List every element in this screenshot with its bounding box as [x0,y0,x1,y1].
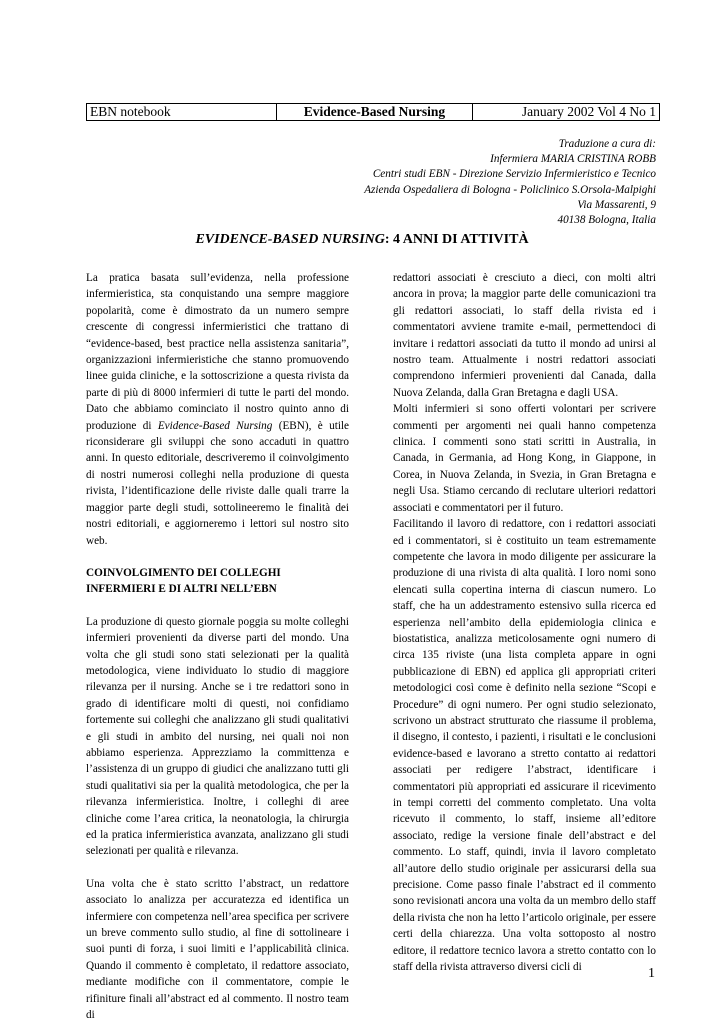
credit-line: Via Massarenti, 9 [577,198,656,211]
credit-line: Centri studi EBN - Direzione Servizio Infermieristico e Tecnico [372,168,656,181]
credit-line: 40138 Bologna, Italia [557,214,656,227]
section-heading: COINVOLGIMENTO DEI COLLEGHI INFERMIERI E DI ALTRI NELL’EBN [86,566,281,596]
article-title [0,232,724,248]
intro-journal-italic: Evidence-Based Nursing [157,419,273,432]
article-title-rest: : 4 ANNI DI ATTIVITÀ [384,232,529,247]
paragraph: Una volta che è stato scritto l’abstract, un redattore associato lo analizza per accuratezza ed identifica un infermiere con competenza nell’area specifica per scrivere un breve commento sullo studio, al fine di sottolineare i suoi punti di forza, i suoi limiti e l’applicabilità clinica. Quando il commento è completato, il redattore associato, mediante modifiche con il commentatore, compie le rifiniture finali all’abstract ed al commento. Il nostro team di [86,877,349,1022]
credit-line: Infermiera MARIA CRISTINA ROBB [490,153,656,166]
paragraph: redattori associati è cresciuto a dieci, con molti altri ancora in prova; la maggior parte delle comunicazioni tra gli redattori associati, lo staff della rivista ed i commentatori avviene tramite e-mail, permettendoci di invitare i redattori associati da tutto il mondo ad unirsi al nostro team. Attualmente i nostri redattori associati comprendono infermieri provenienti dal Canada, dalla Nuova Zelanda, dalla Gran Bretagna e dagli USA. [393,272,656,399]
paragraph: Facilitando il lavoro di redattore, con i redattori associati ed i commentatori, si è costituito un team estremamente competente che lavora in modo diligente per assicurare la produzione di una rivista di alta qualità. I loro nomi sono elencati sulla copertina interna di ciascun numero. Lo staff, che ha un addestramento estensivo sulla ricerca ed esperienza nell’ambito della epidemiologia clinica e biostatistica, analizza meticolosamente ogni numero di circa 135 riviste (una lista completa appare in ogni pubblicazione di EBN) ed applica gli appropriati criteri metodologici così come è definito nella sezione “Scopi e Procedure” di ogni numero. Per ogni studio selezionato, scrivono un abstract strutturato che riassume il problema, il disegno, il contesto, i pazienti, i risultati e le conclusioni evidence-based e lavorano a stretto contatto ai redattori associati per redigere l’abstract, identificare i commentatori più appropriati ed assicurare il ricevimento in tempi corretti del commento completato. Una volta ricevuto il commento, lo staff, insieme all’editore associato, redige la versione finale dell’abstract e del commento. Lo staff, quindi, invia il lavoro completato all’autore dello studio originale per assicurarsi della sua precisione. Come passo finale l’abstract ed il commento sono revisionati ancora una volta da un membro dello staff della rivista che non ha letto l’articolo originale, per essere certi della chiarezza. Una volta sottoposto al nostro editore, il redattore tecnico lavora a stretto contatto con lo staff della rivista attraverso diversi cicli di [393,518,656,974]
running-header [86,103,660,121]
translation-credits [364,137,656,228]
header-issue-info: January 2002 Vol 4 No 1 [521,104,656,119]
header-journal-name: Evidence-Based Nursing [277,104,473,120]
intro-paragraph [86,270,349,549]
right-column [393,270,656,975]
article-title-italic: EVIDENCE-BASED NURSING [195,232,385,247]
credit-line: Traduzione a cura di: [558,138,656,150]
intro-text-a: La pratica basata sull’evidenza, nella professione infermieristica, sta conquistando una sempre maggiore popolarità, come è dimostrato da un numero sempre crescente di congressi infermieristici che trattano di “evidence-based, best practice nella assistenza sanitaria”, organizzazioni infermieristiche che stanno promuovendo linee guida cliniche, e la sottoscrizione a questa rivista da parte di più di 8000 infermieri di tutte le parti del mondo. Dato che abbiamo cominciato il nostro quinto anno di produzione di [86,272,349,432]
paragraph: La produzione di questo giornale poggia su molte colleghi infermieri provenienti da diverse parti del mondo. Una volta che gli studi sono stati selezionati per la qualità metodologica, viene individuato lo studio di maggiore rilevanza per il nursing. Anche se i tre redattori sono in grado di identificare molti di questi, noi confidiamo fortemente sui colleghi che analizzano gli studi qualitativi e gli studi in ambito del nursing, nei quali noi non abbiamo esperienza. Apprezziamo la committenza e l’assistenza di un gruppo di giudici che analizzano tutti gli studi qualitativi sia per la qualità metodologica, che per la rilevanza infermieristica. Inoltre, i colleghi di aree cliniche come l’area critica, la neonatologia, la chirurgia ed la pratica infermieristica avanzata, analizzano gli studi selezionati per qualità e rilevanza. [86,615,349,858]
paragraph: Molti infermieri si sono offerti volontari per scrivere commenti per argomenti nei quali hanno competenza clinica. I commenti sono stati scritti in Australia, in Canada, in Germania, ad Hong Kong, in Giappone, in Corea, in Nuova Zelanda, in Svezia, in Gran Bretagna e negli Usa. Stiamo cercando di reclutare ulteriori redattori associati e commentatori per il futuro. [393,403,656,514]
intro-text-b: (EBN), è utile riconsiderare gli sviluppi che sono accaduti in quattro anni. In questo editoriale, descriveremo il coinvolgimento di nostri numerosi colleghi nella produzione di questa rivista, l’identificazione delle riviste dalle quali trarre la maggior parte degli studi, sottolineeremo le finalità dei nostri editoriali, e aggiorneremo i lettori sul nostro sito web. [86,419,349,547]
left-column [86,270,349,1023]
credit-line: Azienda Ospedaliera di Bologna - Policlinico S.Orsola-Malpighi [364,183,656,196]
page-number: 1 [648,966,655,981]
header-section-label: EBN notebook [87,104,277,120]
